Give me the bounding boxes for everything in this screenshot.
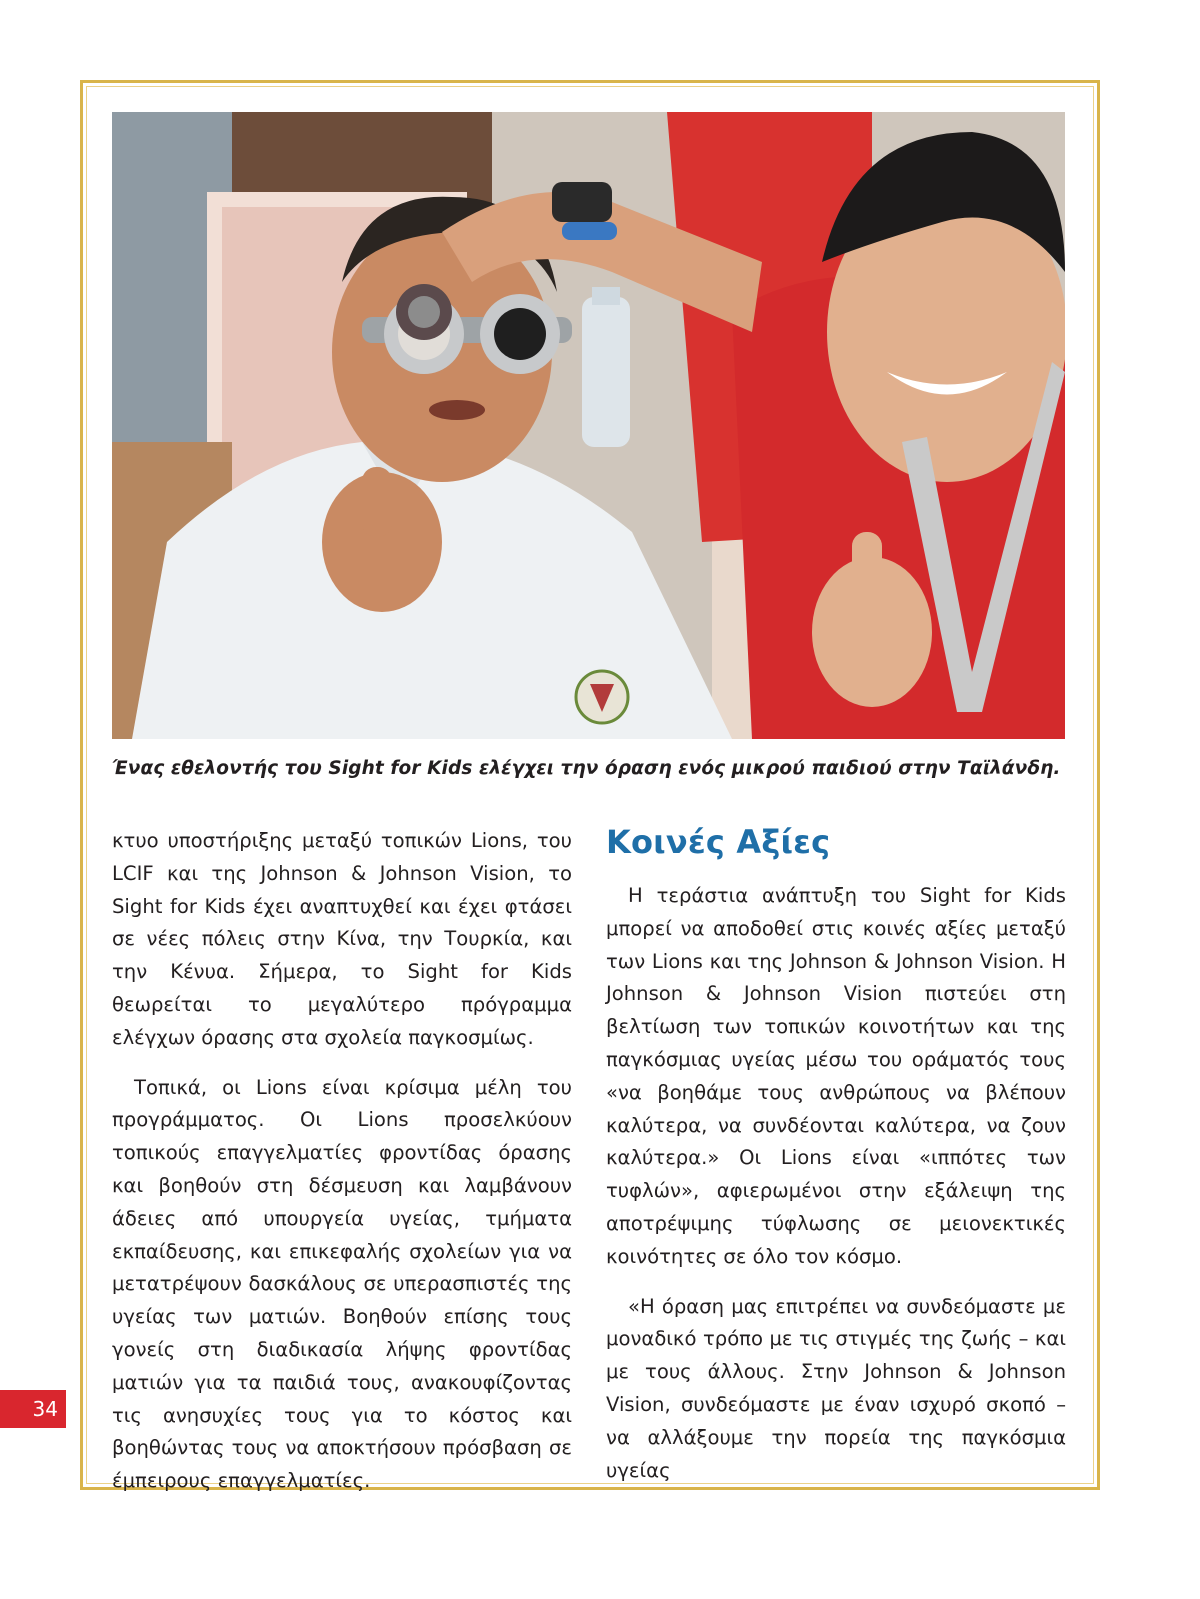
body-paragraph: Η τεράστια ανάπτυξη του Sight for Kids μπορεί να αποδοθεί στις κοινές αξίες μεταξύ των Lions και της Johnson & Johnson Vision. Η Johnson & Johnson Vision πιστεύει στη βελτίωση των τοπικών κοινοτήτων και της παγκόσμιας υγείας μέσω του οράματός τους «να βοηθάμε τους ανθρώπους να βλέπουν καλύτερα, να συνδέονται καλύτερα, να ζουν καλύτερα.» Οι Lions είναι «ιππότες των τυφλών», αφιερωμένοι στην εξάλειψη της αποτρέψιμης τύφλωσης σε μειονεκτικές κοινότητες σε όλο τον κόσμο. [606, 884, 1066, 1268]
body-paragraph: Τοπικά, οι Lions είναι κρίσιμα μέλη του προγράμματος. Οι Lions προσελκύουν τοπικούς επαγγελματίες φροντίδας όρασης και βοηθούν στη δέσμευση και λαμβάνουν άδειες από υπουργεία υγείας, τμήματα εκπαίδευσης, και επικεφαλής σχολείων για να μετατρέψουν δασκάλους σε υπερασπιστές της υγείας των ματιών. Βοηθούν επίσης τους γονείς στη διαδικασία λήψης φροντίδας ματιών για τα παιδιά τους, ανακουφίζοντας τις ανησυχίες τους για το κόστος και βοηθώντας τους να αποκτήσουν πρόσβαση σε έμπειρους επαγγελματίες. [112, 1075, 572, 1493]
right-text-column [606, 822, 1066, 1487]
section-heading: Κοινές Αξίες [606, 823, 831, 861]
photo-volunteer-eye-test [112, 112, 1065, 739]
photo-caption: Ένας εθελοντής του Sight for Kids ελέγχει την όραση ενός μικρού παιδιού στην Ταϊλάνδη. [112, 758, 1061, 779]
body-paragraph: «Η όραση μας επιτρέπει να συνδεόμαστε με μοναδικό τρόπο με τις στιγμές της ζωής – και με τους άλλους. Στην Johnson & Johnson Vision, συνδεόμαστε με έναν ισχυρό σκοπό – να αλλάξουμε την πορεία της παγκόσμια υγείας [606, 1294, 1066, 1482]
page-number: 34 [0, 1390, 66, 1428]
body-paragraph: κτυο υποστήριξης μεταξύ τοπικών Lions, του LCIF και της Johnson & Johnson Vision, το Sight for Kids έχει αναπτυχθεί και έχει φτάσει σε νέες πόλεις στην Κίνα, την Τουρκία, και την Κένυα. Σήμερα, το Sight for Kids θεωρείται το μεγαλύτερο πρόγραμμα ελέγχων όρασης στα σχολεία παγκοσμίως. [112, 829, 572, 1049]
left-text-column [112, 825, 572, 1498]
